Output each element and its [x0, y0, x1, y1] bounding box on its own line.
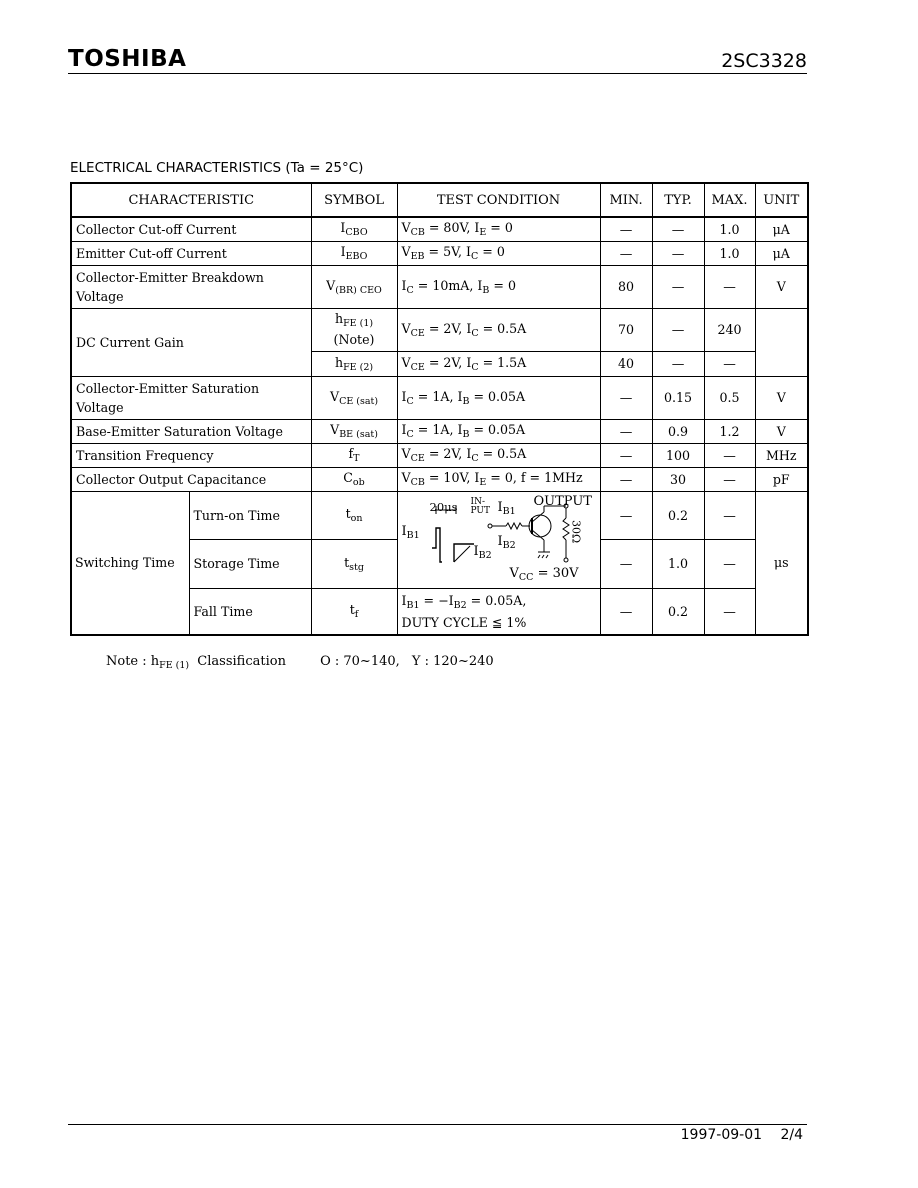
row-max: — [704, 443, 755, 467]
row-condition: $V_{CB} = 80V$, $I_E = 0$ [397, 217, 600, 241]
table-row [71, 265, 808, 308]
table-row [71, 308, 808, 351]
table-row [71, 443, 808, 467]
row-unit [755, 308, 808, 376]
row-name: Fall Time [189, 588, 311, 635]
col-characteristic: CHARACTERISTIC [71, 183, 311, 217]
table-row [71, 467, 808, 491]
row-unit: μs [755, 491, 808, 635]
row-max: 240 [704, 308, 755, 351]
row-condition: $I_C = 1A$, $I_B = 0.05A$ [397, 419, 600, 443]
row-min: — [600, 467, 652, 491]
row-typ: 0.9 [652, 419, 704, 443]
row-min: — [600, 443, 652, 467]
electrical-characteristics-table [70, 182, 809, 636]
row-typ: — [652, 351, 704, 376]
row-name: DC Current Gain [71, 308, 311, 376]
row-min: — [600, 491, 652, 540]
row-typ: — [652, 308, 704, 351]
row-max: — [704, 540, 755, 589]
switching-test-circuit [398, 492, 600, 588]
ib1-waveform-label: $I_{B1}$ [401, 523, 420, 541]
row-unit: V [755, 265, 808, 308]
row-unit: V [755, 419, 808, 443]
row-symbol: $V_{(BR) CEO}$ [311, 265, 397, 308]
ib2-waveform-label: $I_{B2}$ [473, 543, 492, 561]
row-condition: $V_{CE} = 2V$, $I_C = 0.5A$ [397, 308, 600, 351]
vcc-label: $V_{CC} = 30V$ [509, 565, 579, 583]
row-max: 1.0 [704, 217, 755, 241]
input-label: IN-PUT [470, 496, 491, 516]
row-condition: $V_{EB} = 5V$, $I_C = 0$ [397, 241, 600, 265]
row-symbol: $C_{ob}$ [311, 467, 397, 491]
table-row [71, 217, 808, 241]
row-symbol: $t_f$ [311, 588, 397, 635]
footer-date: 1997-09-01 [680, 1127, 763, 1143]
row-symbol: $h_{FE (1)}$ (Note) [311, 308, 397, 351]
row-max: — [704, 265, 755, 308]
header-divider [68, 73, 807, 74]
row-min: — [600, 540, 652, 589]
row-symbol: $t_{stg}$ [311, 540, 397, 589]
row-typ: 0.2 [652, 588, 704, 635]
row-unit: μA [755, 217, 808, 241]
row-min: 70 [600, 308, 652, 351]
row-condition: $V_{CE} = 2V$, $I_C = 1.5A$ [397, 351, 600, 376]
row-max: 1.2 [704, 419, 755, 443]
row-symbol: $h_{FE (2)}$ [311, 351, 397, 376]
switching-time-label: Switching Time [71, 491, 189, 635]
row-max: — [704, 351, 755, 376]
row-symbol: $I_{EBO}$ [311, 241, 397, 265]
row-max: — [704, 588, 755, 635]
table-row [71, 419, 808, 443]
footer [681, 1127, 803, 1143]
row-symbol: $V_{BE (sat)}$ [311, 419, 397, 443]
row-max: 1.0 [704, 241, 755, 265]
col-max: MAX. [704, 183, 755, 217]
row-typ: 0.2 [652, 491, 704, 540]
row-min: — [600, 419, 652, 443]
row-condition: $V_{CB} = 10V$, $I_E = 0$, f = 1MHz [397, 467, 600, 491]
table-header-row [71, 183, 808, 217]
ib1-label: $I_{B1}$ [497, 499, 516, 517]
row-typ: 30 [652, 467, 704, 491]
row-name: Collector Cut-off Current [71, 217, 311, 241]
row-name: Transition Frequency [71, 443, 311, 467]
footer-divider [68, 1124, 807, 1125]
row-min: 80 [600, 265, 652, 308]
row-unit: MHz [755, 443, 808, 467]
output-label: OUTPUT [533, 493, 592, 509]
table-row [71, 241, 808, 265]
row-typ: — [652, 241, 704, 265]
row-unit: μA [755, 241, 808, 265]
row-symbol: $f_T$ [311, 443, 397, 467]
col-unit: UNIT [755, 183, 808, 217]
col-typ: TYP. [652, 183, 704, 217]
row-name: Turn-on Time [189, 491, 311, 540]
row-min: — [600, 217, 652, 241]
col-symbol: SYMBOL [311, 183, 397, 217]
part-number: 2SC3328 [721, 50, 807, 72]
ib2-label: $I_{B2}$ [497, 533, 516, 551]
row-name: Collector Output Capacitance [71, 467, 311, 491]
row-min: — [600, 376, 652, 419]
table-row [71, 491, 808, 540]
resistor-label: 30Ω [569, 519, 583, 543]
row-unit: V [755, 376, 808, 419]
row-min: — [600, 241, 652, 265]
row-typ: 0.15 [652, 376, 704, 419]
row-max: — [704, 491, 755, 540]
col-test-condition: TEST CONDITION [397, 183, 600, 217]
table-row [71, 376, 808, 419]
row-typ: — [652, 265, 704, 308]
row-condition: $I_C = 1A$, $I_B = 0.05A$ [397, 376, 600, 419]
row-name: Collector-Emitter Saturation Voltage [71, 376, 311, 419]
row-typ: 1.0 [652, 540, 704, 589]
row-name: Emitter Cut-off Current [71, 241, 311, 265]
row-min: — [600, 588, 652, 635]
row-min: 40 [600, 351, 652, 376]
row-name: Collector-Emitter Breakdown Voltage [71, 265, 311, 308]
row-unit: pF [755, 467, 808, 491]
brand-logo: TOSHIBA [68, 46, 187, 72]
row-symbol: $V_{CE (sat)}$ [311, 376, 397, 419]
pulse-width-label: 20μs [429, 499, 458, 514]
row-name: Base-Emitter Saturation Voltage [71, 419, 311, 443]
classification-note: Note : $h_{FE (1)}$ Classification O : 70~140, Y : 120~240 [106, 654, 494, 671]
row-name: Storage Time [189, 540, 311, 589]
row-max: — [704, 467, 755, 491]
footer-page: 2/4 [780, 1127, 803, 1143]
row-typ: 100 [652, 443, 704, 467]
col-min: MIN. [600, 183, 652, 217]
row-max: 0.5 [704, 376, 755, 419]
section-title: ELECTRICAL CHARACTERISTICS (Ta = 25°C) [70, 160, 364, 176]
row-symbol: $t_{on}$ [311, 491, 397, 540]
switching-condition: $I_{B1} = -I_{B2} = 0.05A$, DUTY CYCLE ≦ 1% [397, 588, 600, 635]
switching-circuit-cell [397, 491, 600, 588]
row-condition: $V_{CE} = 2V$, $I_C = 0.5A$ [397, 443, 600, 467]
row-typ: — [652, 217, 704, 241]
row-condition: $I_C = 10mA$, $I_B = 0$ [397, 265, 600, 308]
row-symbol: $I_{CBO}$ [311, 217, 397, 241]
